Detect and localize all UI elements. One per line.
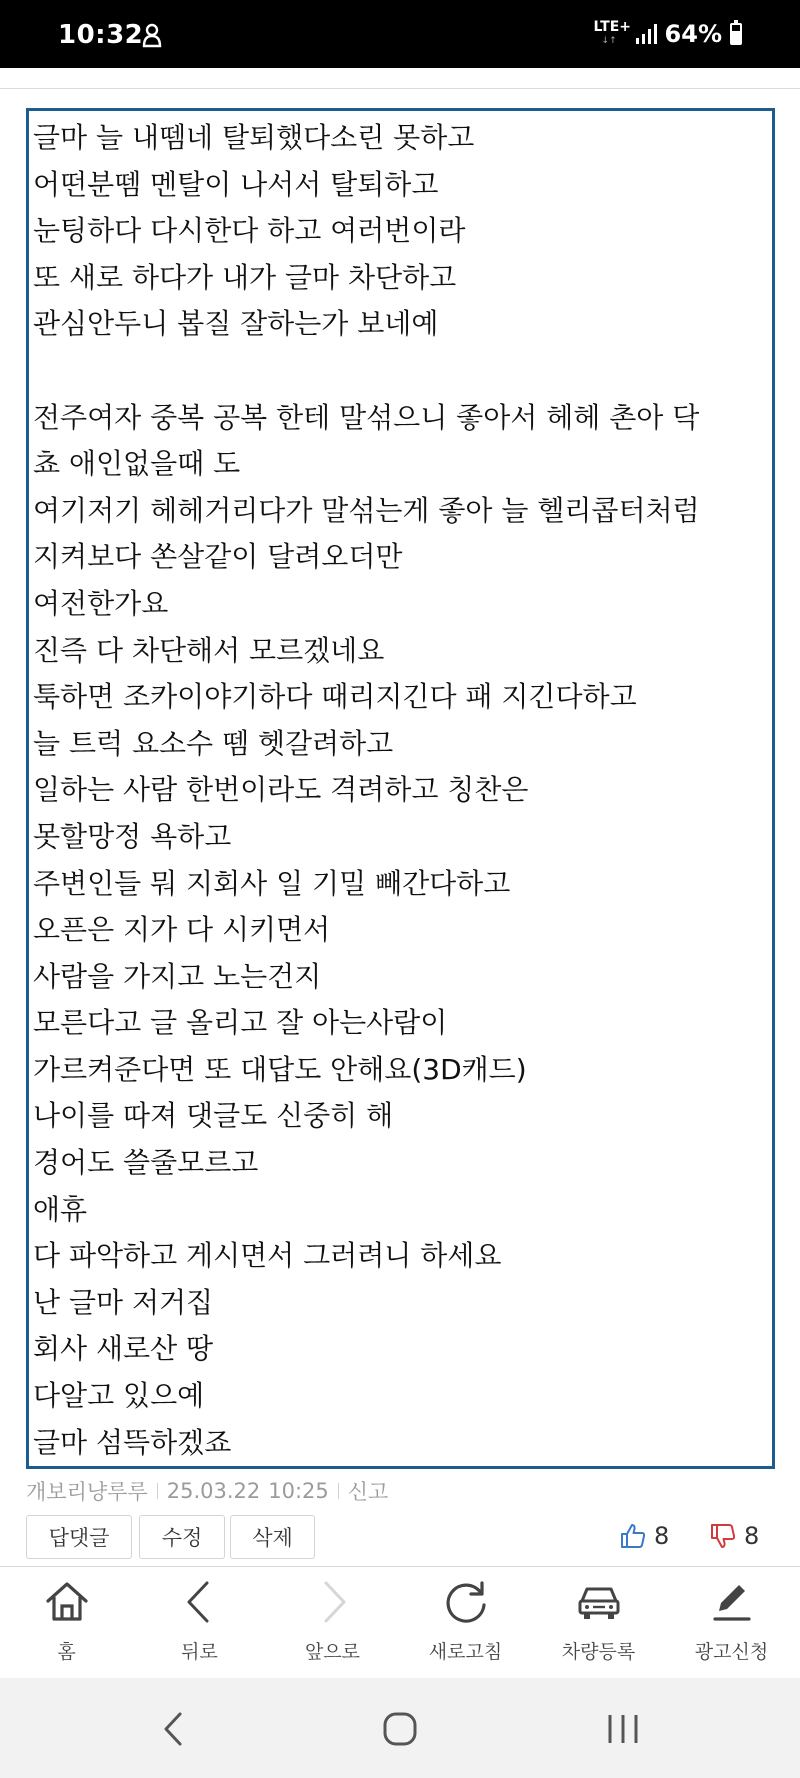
nav-forward[interactable]	[266, 1567, 399, 1679]
comment-line: 전주여자 중복 공복 한테 말섞으니 좋아서 헤헤 촌아 닥	[33, 400, 700, 434]
comment-line: 툭하면 조카이야기하다 때리지긴다 패 지긴다하고	[33, 680, 637, 714]
network-type: LTE+	[593, 19, 631, 35]
comment-line: 경어도 쓸줄모르고	[33, 1146, 259, 1180]
comment-time: 10:25	[268, 1479, 329, 1503]
home-icon	[44, 1579, 90, 1625]
like-button[interactable]	[620, 1522, 669, 1550]
refresh-icon	[443, 1579, 489, 1625]
thumbs-up-icon	[620, 1523, 646, 1549]
comment-body	[26, 108, 775, 1469]
nav-ad-request[interactable]	[665, 1567, 798, 1679]
system-nav-bar	[0, 1678, 800, 1778]
comment-line: 여기저기 헤헤거리다가 말섞는게 좋아 늘 헬리콥터처럼	[33, 493, 700, 527]
nav-refresh[interactable]	[399, 1567, 532, 1679]
meta-separator	[157, 1483, 158, 1499]
thumbs-down-icon	[710, 1523, 736, 1549]
battery-icon	[730, 23, 742, 45]
status-bar	[0, 0, 800, 68]
car-icon	[576, 1579, 622, 1625]
system-home-icon[interactable]	[375, 1704, 425, 1754]
pencil-icon	[709, 1579, 755, 1625]
comment-line: 어떤분뗌 멘탈이 나서서 탈퇴하고	[33, 167, 439, 201]
delete-button[interactable]: 삭제	[230, 1515, 315, 1559]
nav-home-label: 홈	[57, 1641, 76, 1663]
like-count: 8	[654, 1522, 670, 1550]
nav-back-label: 뒤로	[181, 1641, 218, 1663]
status-time: 10:32	[58, 20, 144, 50]
comment-line: 애휴	[33, 1192, 88, 1226]
edit-button[interactable]: 수정	[139, 1515, 225, 1559]
comment-line: 지켜보다 쏜살같이 달려오더만	[33, 540, 403, 574]
chevron-left-icon	[177, 1579, 223, 1625]
nav-forward-label: 앞으로	[304, 1641, 361, 1663]
author-name[interactable]: 개보리냥루루	[26, 1480, 148, 1504]
reply-button[interactable]: 답댓글	[26, 1515, 132, 1559]
dislike-count: 8	[744, 1522, 760, 1550]
nav-refresh-label: 새로고침	[428, 1641, 503, 1663]
report-link[interactable]: 신고	[347, 1480, 389, 1504]
comment-line: 사람을 가지고 노는건지	[33, 959, 322, 993]
comment-line: 회사 새로산 땅	[33, 1332, 214, 1366]
comment-meta	[26, 1476, 388, 1506]
comment-line: 진즉 다 차단해서 모르겠네요	[33, 633, 385, 667]
comment-line: 쵸 애인없을때 도	[33, 447, 241, 481]
system-back-icon[interactable]	[150, 1704, 200, 1754]
chevron-right-icon	[310, 1579, 356, 1625]
comment-line: 늘 트럭 요소수 뗌 헷갈려하고	[33, 726, 394, 760]
nav-back[interactable]	[133, 1567, 266, 1679]
comment-date: 25.03.22	[166, 1479, 261, 1503]
comment-line: 또 새로 하다가 내가 글마 차단하고	[33, 260, 457, 294]
comment-line: 글마 늘 내뗌네 탈퇴했다소린 못하고	[33, 121, 475, 154]
comment-line: 여전한가요	[33, 586, 169, 620]
bottom-nav	[0, 1566, 800, 1678]
comment-line	[33, 348, 768, 395]
comment-line: 일하는 사람 한번이라도 격려하고 칭찬은	[33, 773, 529, 807]
battery-percent: 64%	[664, 20, 722, 48]
comment-line: 글마 섬뜩하겠죠	[33, 1425, 232, 1459]
nav-register-car[interactable]	[532, 1567, 665, 1679]
dislike-button[interactable]	[710, 1522, 759, 1550]
nav-register-car-label: 차량등록	[561, 1641, 636, 1663]
comment-line: 모른다고 글 올리고 잘 아는사람이	[33, 1006, 448, 1040]
comment-line: 다알고 있으예	[33, 1379, 205, 1413]
comment-line: 오픈은 지가 다 시키면서	[33, 913, 331, 947]
nav-ad-request-label: 광고신청	[694, 1641, 769, 1663]
divider	[0, 88, 800, 89]
signal-icon	[636, 24, 657, 44]
comment-line: 가르켜준다면 또 대답도 안해요(3D캐드)	[33, 1052, 527, 1086]
nav-home[interactable]	[0, 1567, 133, 1679]
comment-text	[33, 115, 768, 1466]
comment-line: 눈팅하다 다시한다 하고 여러번이라	[33, 214, 466, 248]
comment-line: 난 글마 저거집	[33, 1285, 214, 1319]
comment-line: 관심안두니 봅질 잘하는가 보네예	[33, 307, 439, 341]
data-arrows-icon: ↓↑	[601, 36, 617, 46]
notification-icon	[140, 22, 164, 48]
meta-separator	[338, 1483, 339, 1499]
comment-line: 나이를 따져 댓글도 신중히 해	[33, 1099, 394, 1133]
comment-line: 주변인들 뭐 지회사 일 기밀 빼간다하고	[33, 866, 511, 900]
comment-line: 다 파악하고 게시면서 그러려니 하세요	[33, 1239, 502, 1273]
system-recents-icon[interactable]	[598, 1704, 648, 1754]
comment-line: 못할망정 욕하고	[33, 819, 232, 853]
